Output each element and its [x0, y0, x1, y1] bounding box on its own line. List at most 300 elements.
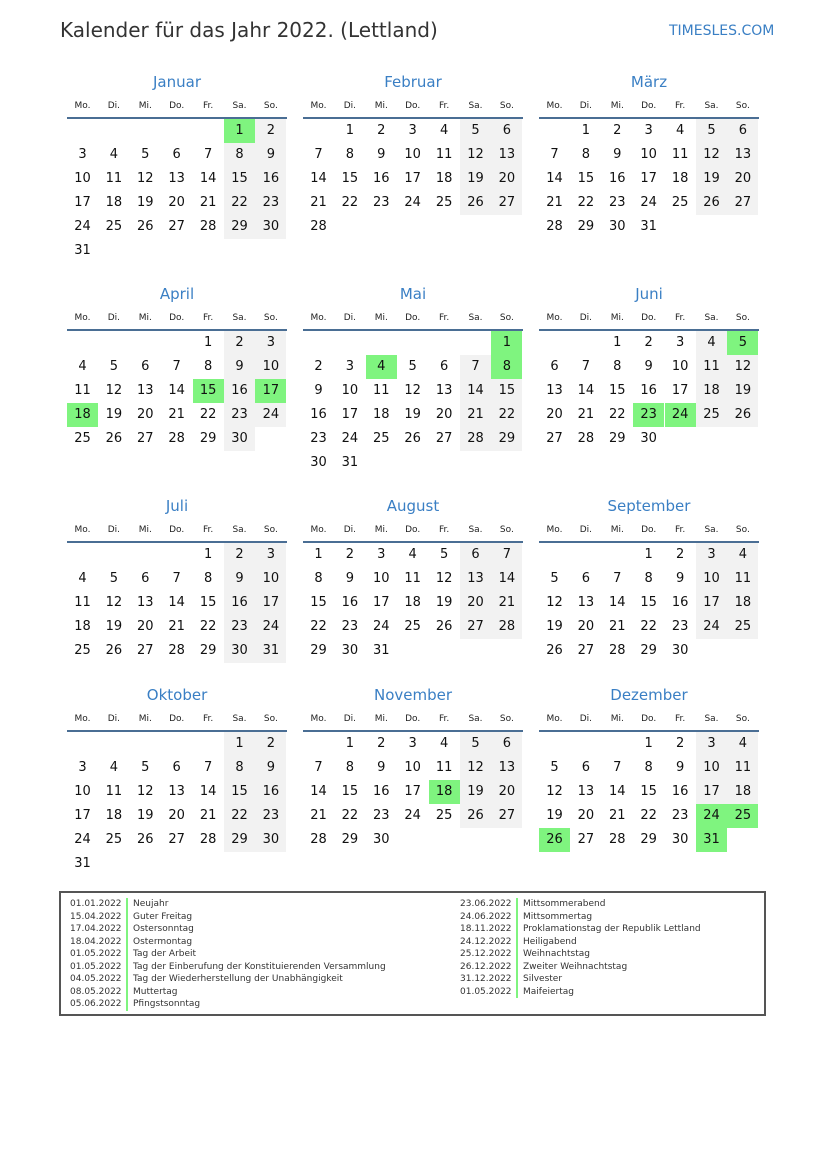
month-name: Januar	[153, 73, 201, 91]
holiday-name: Neujahr	[133, 899, 169, 909]
day-cell: 14	[609, 784, 626, 799]
day-cell: 2	[644, 335, 653, 350]
holiday-day-cell: 18	[429, 780, 460, 804]
day-cell: 3	[696, 732, 727, 756]
day-cell: 30	[255, 215, 286, 239]
day-cell: 2	[613, 123, 622, 138]
weekday-header: So.	[735, 313, 750, 323]
day-cell: 1	[613, 335, 622, 350]
site-link[interactable]: TIMESLES.COM	[669, 23, 775, 39]
day-cell: 12	[435, 571, 453, 586]
day-cell: 31	[74, 243, 91, 258]
day-cell: 27	[546, 431, 563, 446]
day-cell: 14	[199, 171, 217, 186]
day-cell: 30	[671, 643, 689, 658]
day-cell: 28	[546, 219, 563, 234]
day-cell: 25	[404, 619, 421, 634]
day-cell: 27	[491, 191, 522, 215]
day-cell: 21	[546, 195, 563, 210]
day-cell: 7	[203, 147, 213, 162]
weekday-header: Mi.	[374, 714, 388, 724]
day-cell: 8	[345, 147, 355, 162]
day-cell: 20	[577, 808, 595, 823]
day-cell: 22	[199, 619, 217, 634]
day-cell: 19	[105, 619, 123, 634]
day-cell: 4	[696, 331, 727, 355]
day-cell: 27	[137, 643, 154, 658]
weekday-header: Di.	[343, 101, 357, 111]
holiday-date: 25.12.2022	[460, 948, 518, 961]
day-cell: 24	[74, 832, 91, 847]
day-cell: 10	[255, 567, 286, 591]
day-cell: 22	[491, 403, 522, 427]
day-cell: 8	[644, 571, 653, 586]
holiday-name: Guter Freitag	[133, 911, 193, 922]
weekday-header: Sa.	[704, 101, 719, 111]
day-cell: 11	[105, 171, 123, 186]
holiday-date: 23.06.2022	[460, 898, 518, 911]
day-cell: 26	[435, 619, 453, 634]
holiday-entry	[70, 986, 386, 999]
day-cell: 11	[373, 383, 390, 398]
day-cell: 13	[168, 784, 185, 799]
day-cell: 7	[172, 571, 181, 586]
holiday-date: 24.06.2022	[460, 911, 518, 924]
day-cell: 28	[577, 431, 595, 446]
day-cell: 23	[671, 808, 689, 823]
day-cell: 7	[314, 147, 323, 162]
holiday-name: Weihnachtstag	[523, 949, 590, 959]
day-cell: 15	[341, 171, 359, 186]
day-cell: 14	[460, 379, 491, 403]
day-cell: 23	[224, 403, 255, 427]
day-cell: 8	[345, 760, 355, 775]
day-cell: 25	[105, 219, 123, 234]
day-cell: 26	[105, 643, 123, 658]
day-cell: 22	[310, 619, 327, 634]
day-cell: 20	[168, 808, 185, 823]
day-cell: 15	[640, 595, 657, 610]
day-cell: 20	[460, 591, 491, 615]
day-cell: 4	[78, 359, 87, 374]
weekday-header: Mi.	[138, 313, 152, 323]
day-cell: 10	[255, 355, 286, 379]
weekday-header: Di.	[107, 101, 121, 111]
holiday-date: 18.11.2022	[460, 923, 518, 936]
day-cell: 19	[727, 379, 758, 403]
day-cell: 13	[491, 143, 522, 167]
day-cell: 6	[460, 543, 491, 567]
day-cell: 1	[314, 547, 323, 562]
weekday-header: Sa.	[704, 313, 719, 323]
weekday-header: Do.	[641, 525, 657, 535]
day-cell: 16	[255, 167, 286, 191]
weekday-header: Di.	[579, 101, 593, 111]
weekday-header: Do.	[641, 101, 657, 111]
weekday-header: Sa.	[468, 714, 483, 724]
weekday-header: Fr.	[438, 101, 450, 111]
day-cell: 17	[696, 780, 727, 804]
day-cell: 9	[224, 567, 255, 591]
holiday-entry	[460, 898, 701, 911]
day-cell: 19	[404, 407, 421, 422]
day-cell: 22	[609, 407, 626, 422]
weekday-header: Do.	[405, 101, 421, 111]
weekday-header: So.	[499, 101, 514, 111]
day-cell: 6	[581, 571, 591, 586]
holiday-entry	[70, 948, 386, 961]
day-cell: 20	[137, 619, 154, 634]
month-name: Oktober	[146, 686, 208, 704]
day-cell: 28	[460, 427, 491, 451]
day-cell: 14	[546, 171, 563, 186]
day-cell: 26	[404, 431, 421, 446]
day-cell: 2	[377, 123, 386, 138]
day-cell: 26	[696, 191, 727, 215]
day-cell: 10	[74, 784, 91, 799]
day-cell: 11	[74, 595, 91, 610]
day-cell: 18	[435, 171, 453, 186]
day-cell: 13	[727, 143, 758, 167]
day-cell: 12	[137, 784, 154, 799]
day-cell: 24	[640, 195, 657, 210]
holiday-entry	[70, 936, 386, 949]
day-cell: 11	[696, 355, 727, 379]
day-cell: 29	[310, 643, 327, 658]
weekday-header: Mo.	[74, 101, 91, 111]
day-cell: 7	[491, 543, 522, 567]
day-cell: 28	[168, 643, 185, 658]
weekday-header: So.	[735, 101, 750, 111]
day-cell: 10	[696, 567, 727, 591]
weekday-header: Fr.	[438, 313, 450, 323]
day-cell: 3	[255, 331, 286, 355]
day-cell: 17	[255, 591, 286, 615]
day-cell: 27	[168, 219, 185, 234]
day-cell: 15	[609, 383, 626, 398]
day-cell: 31	[373, 643, 390, 658]
day-cell: 13	[577, 784, 595, 799]
day-cell: 21	[460, 403, 491, 427]
day-cell: 18	[671, 171, 689, 186]
holiday-date: 04.05.2022	[70, 973, 128, 986]
day-cell: 25	[373, 431, 390, 446]
day-cell: 4	[109, 147, 119, 162]
month-name: März	[630, 73, 668, 91]
holiday-day-cell: 18	[67, 403, 98, 427]
holiday-day-cell: 15	[193, 379, 224, 403]
day-cell: 7	[203, 760, 213, 775]
day-cell: 17	[671, 383, 689, 398]
holiday-date: 31.12.2022	[460, 973, 518, 986]
day-cell: 10	[640, 147, 657, 162]
day-cell: 4	[675, 123, 685, 138]
month-name: Juni	[635, 285, 663, 303]
day-cell: 12	[696, 143, 727, 167]
weekday-header: Fr.	[202, 313, 214, 323]
day-cell: 25	[671, 195, 689, 210]
day-cell: 16	[373, 171, 390, 186]
day-cell: 14	[310, 784, 327, 799]
holiday-entry	[70, 998, 386, 1011]
day-cell: 12	[727, 355, 758, 379]
weekday-header: Do.	[405, 525, 421, 535]
weekday-header: Mo.	[74, 714, 91, 724]
day-cell: 24	[255, 403, 286, 427]
day-cell: 18	[74, 619, 91, 634]
holiday-day-cell: 8	[491, 355, 522, 379]
day-cell: 4	[78, 571, 87, 586]
day-cell: 15	[491, 379, 522, 403]
weekday-header: So.	[499, 714, 514, 724]
day-cell: 26	[460, 804, 491, 828]
weekday-header: Sa.	[468, 525, 483, 535]
day-cell: 8	[203, 359, 213, 374]
weekday-header: Sa.	[232, 525, 247, 535]
day-cell: 7	[613, 571, 622, 586]
day-cell: 11	[727, 567, 758, 591]
day-cell: 24	[404, 808, 421, 823]
day-cell: 28	[609, 643, 626, 658]
holiday-day-cell: 1	[224, 119, 255, 143]
holiday-name: Silvester	[523, 974, 563, 984]
day-cell: 22	[640, 619, 657, 634]
holiday-date: 01.05.2022	[460, 986, 518, 999]
day-cell: 20	[168, 195, 185, 210]
day-cell: 11	[671, 147, 689, 162]
weekday-header: So.	[735, 714, 750, 724]
weekday-header: Sa.	[232, 313, 247, 323]
day-cell: 12	[137, 171, 154, 186]
day-cell: 27	[727, 191, 758, 215]
day-cell: 28	[168, 431, 185, 446]
header-rule	[303, 329, 523, 331]
weekday-header: Di.	[579, 525, 593, 535]
day-cell: 8	[203, 571, 213, 586]
day-cell: 29	[224, 828, 255, 852]
day-cell: 3	[345, 359, 355, 374]
holiday-name: Tag der Einberufung der Konstituierenden Versammlung	[133, 961, 386, 972]
day-cell: 5	[109, 571, 119, 586]
day-cell: 20	[727, 167, 758, 191]
day-cell: 16	[640, 383, 657, 398]
weekday-header: Di.	[107, 714, 121, 724]
day-cell: 15	[577, 171, 595, 186]
holiday-date: 17.04.2022	[70, 923, 128, 936]
day-cell: 27	[435, 431, 453, 446]
weekday-header: So.	[499, 525, 514, 535]
holiday-entry	[460, 948, 701, 961]
holiday-name: Tag der Wiederherstellung der Unabhängigkeit	[133, 974, 343, 984]
day-cell: 29	[640, 832, 657, 847]
day-cell: 24	[404, 195, 421, 210]
weekday-header: So.	[263, 525, 278, 535]
day-cell: 11	[435, 760, 453, 775]
weekday-header: Di.	[343, 313, 357, 323]
day-cell: 11	[404, 571, 421, 586]
weekday-header: Mi.	[138, 714, 152, 724]
day-cell: 18	[404, 595, 421, 610]
day-cell: 26	[727, 403, 758, 427]
holiday-date: 15.04.2022	[70, 911, 128, 924]
day-cell: 9	[345, 571, 355, 586]
day-cell: 22	[341, 808, 359, 823]
page-title: Kalender für das Jahr 2022. (Lettland)	[60, 18, 438, 42]
weekday-header: Mi.	[138, 525, 152, 535]
day-cell: 23	[341, 619, 359, 634]
holiday-day-cell: 24	[696, 804, 727, 828]
weekday-header: Mi.	[374, 313, 388, 323]
holiday-entry	[70, 911, 386, 924]
day-cell: 10	[404, 147, 421, 162]
weekday-header: Mi.	[610, 714, 624, 724]
holiday-day-cell: 24	[665, 403, 696, 427]
weekday-header: Fr.	[438, 714, 450, 724]
holiday-entry	[460, 923, 701, 936]
day-cell: 13	[137, 383, 154, 398]
day-cell: 3	[377, 547, 386, 562]
day-cell: 5	[141, 760, 150, 775]
day-cell: 28	[609, 832, 626, 847]
day-cell: 22	[640, 808, 657, 823]
day-cell: 24	[341, 431, 359, 446]
day-cell: 9	[675, 571, 685, 586]
day-cell: 17	[74, 195, 91, 210]
day-cell: 21	[199, 195, 217, 210]
day-cell: 27	[460, 615, 491, 639]
day-cell: 5	[408, 359, 417, 374]
weekday-header: Fr.	[674, 101, 686, 111]
day-cell: 1	[203, 335, 213, 350]
holiday-entry	[70, 961, 386, 974]
day-cell: 7	[460, 355, 491, 379]
day-cell: 3	[255, 543, 286, 567]
day-cell: 5	[550, 760, 559, 775]
weekday-header: Sa.	[704, 714, 719, 724]
day-cell: 28	[310, 832, 327, 847]
month-name: April	[159, 285, 195, 303]
weekday-header: Do.	[169, 714, 185, 724]
weekday-header: So.	[263, 313, 278, 323]
holiday-entry	[460, 986, 701, 999]
day-cell: 30	[671, 832, 689, 847]
day-cell: 5	[109, 359, 119, 374]
day-cell: 21	[199, 808, 217, 823]
holiday-name: Ostermontag	[133, 936, 193, 947]
day-cell: 15	[224, 167, 255, 191]
weekday-header: Do.	[641, 714, 657, 724]
day-cell: 21	[168, 619, 185, 634]
day-cell: 23	[609, 195, 626, 210]
day-cell: 12	[105, 383, 123, 398]
day-cell: 19	[435, 595, 453, 610]
holiday-day-cell: 5	[727, 331, 758, 355]
day-cell: 18	[696, 379, 727, 403]
day-cell: 28	[491, 615, 522, 639]
weekday-header: Mo.	[74, 313, 91, 323]
weekday-header: Mo.	[310, 313, 327, 323]
weekday-header: Fr.	[674, 313, 686, 323]
day-cell: 29	[609, 431, 626, 446]
day-cell: 10	[373, 571, 390, 586]
day-cell: 29	[491, 427, 522, 451]
weekday-header: So.	[263, 101, 278, 111]
day-cell: 29	[341, 832, 359, 847]
weekday-header: Do.	[169, 525, 185, 535]
weekday-header: Do.	[169, 101, 185, 111]
day-cell: 19	[546, 619, 563, 634]
day-cell: 2	[675, 736, 685, 751]
day-cell: 7	[613, 760, 622, 775]
day-cell: 30	[640, 431, 657, 446]
weekday-header: Mi.	[374, 525, 388, 535]
day-cell: 1	[203, 547, 213, 562]
holiday-day-cell: 17	[255, 379, 286, 403]
month-name: November	[373, 686, 453, 704]
day-cell: 9	[675, 760, 685, 775]
day-cell: 12	[404, 383, 421, 398]
day-cell: 17	[404, 784, 421, 799]
day-cell: 1	[345, 123, 355, 138]
day-cell: 9	[644, 359, 653, 374]
day-cell: 1	[644, 736, 653, 751]
day-cell: 16	[671, 784, 689, 799]
weekday-header: Mo.	[546, 714, 563, 724]
weekday-header: Di.	[343, 525, 357, 535]
day-cell: 16	[609, 171, 626, 186]
day-cell: 28	[199, 219, 217, 234]
day-cell: 14	[577, 383, 595, 398]
day-cell: 14	[310, 171, 327, 186]
month-name: Juli	[165, 497, 189, 515]
day-cell: 19	[546, 808, 563, 823]
day-cell: 17	[640, 171, 657, 186]
day-cell: 22	[224, 191, 255, 215]
day-cell: 17	[373, 595, 390, 610]
day-cell: 1	[581, 123, 591, 138]
day-cell: 26	[137, 832, 154, 847]
month-name: August	[386, 497, 440, 515]
day-cell: 14	[168, 595, 185, 610]
day-cell: 16	[255, 780, 286, 804]
day-cell: 30	[609, 219, 626, 234]
day-cell: 17	[696, 591, 727, 615]
day-cell: 3	[408, 123, 417, 138]
day-cell: 24	[255, 615, 286, 639]
holiday-entry	[460, 961, 701, 974]
day-cell: 26	[546, 643, 563, 658]
day-cell: 2	[675, 547, 685, 562]
day-cell: 15	[199, 595, 217, 610]
day-cell: 23	[671, 619, 689, 634]
day-cell: 4	[408, 547, 417, 562]
holiday-date: 05.06.2022	[70, 998, 128, 1011]
day-cell: 19	[696, 167, 727, 191]
day-cell: 6	[141, 571, 150, 586]
weekday-header: So.	[499, 313, 514, 323]
day-cell: 3	[696, 543, 727, 567]
day-cell: 30	[224, 639, 255, 663]
holiday-name: Pfingstsonntag	[133, 999, 201, 1009]
weekday-header: Sa.	[232, 101, 247, 111]
weekday-header: Mo.	[74, 525, 91, 535]
day-cell: 5	[696, 119, 727, 143]
holiday-name: Muttertag	[133, 986, 178, 997]
day-cell: 20	[435, 407, 453, 422]
day-cell: 20	[137, 407, 154, 422]
day-cell: 26	[105, 431, 123, 446]
month-name: September	[607, 497, 691, 515]
